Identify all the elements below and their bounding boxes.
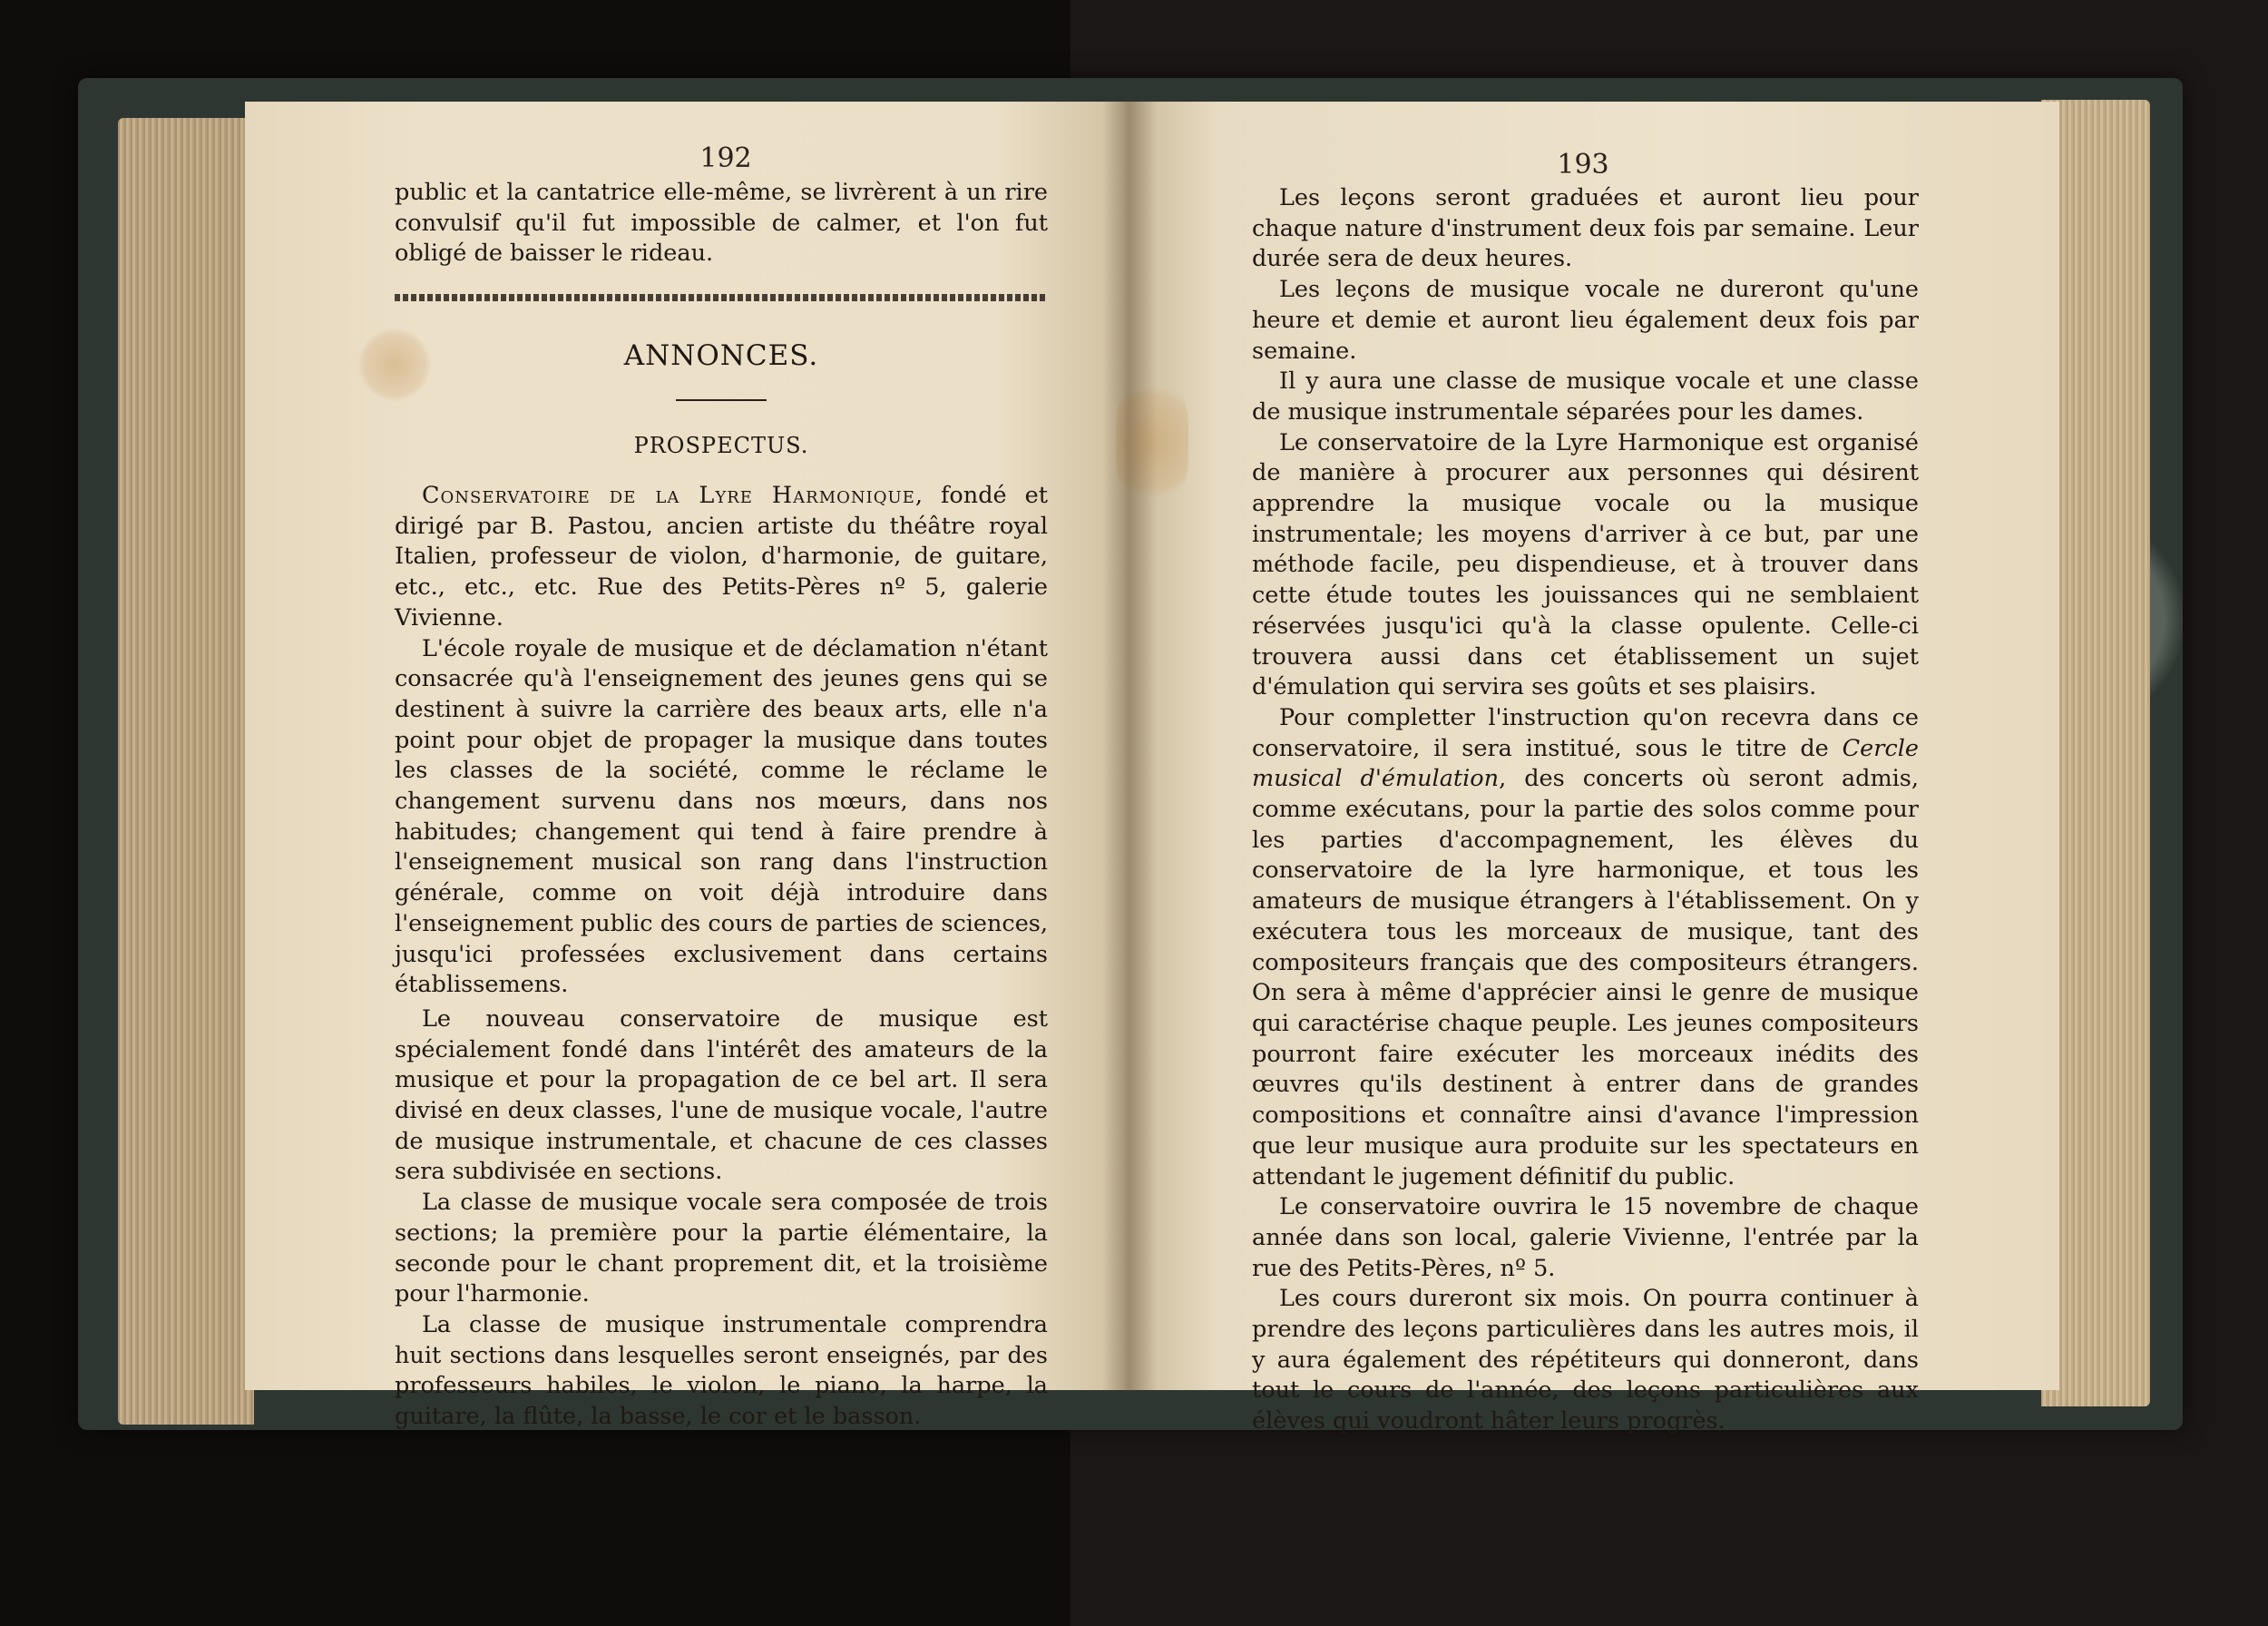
title-rule [676,399,767,401]
body-paragraph: Les leçons de musique vocale ne dureront qu'une heure et demie et auront lieu également deux fois par semaine. [1252,276,1919,365]
left-body [395,481,1048,1433]
body-paragraph: Les cours dureront six mois. On pourra continuer à prendre des leçons particulières dans les autres mois, il y aura également des répétiteurs qui donneront, dans tout le cours de l'année, des leçons particulières aux élèves qui voudront hâter leurs progrès. [1252,1285,1919,1435]
section-title: ANNONCES. [623,339,819,372]
body-paragraph: Les leçons seront graduées et auront lieu pour chaque nature d'instrument deux fois par semaine. Leur durée sera de deux heures. [1252,184,1919,273]
prospectus-intro [395,481,1048,634]
prospectus-lead: Conservatoire de la Lyre Harmonique [422,482,915,509]
page-number-left: 192 [699,142,752,174]
body-paragraph: La classe de musique instrumentale comprendra huit sections dans lesquelles seront enseignés, par des professeurs habiles, le violon, le piano, la harpe, la guitare, la flûte, la basse, le cor et le basson. [395,1310,1048,1431]
continuation-paragraph: public et la cantatrice elle-même, se livrèrent à un rire convulsif qu'il fut impossible de calmer, et l'on fut obligé de baisser le rideau. [395,179,1048,268]
body-paragraph: La classe de musique vocale sera composée de trois sections; la première pour la partie élémentaire, la seconde pour le chant proprement dit, et la troisième pour l'harmonie. [395,1189,1048,1308]
cercle-before: Pour completter l'instruction qu'on recevra dans ce conservatoire, il sera institué, sous le titre de [1252,703,1919,762]
book-gutter [1102,102,1157,1390]
continuation-text [395,178,1048,269]
right-page [1125,102,2059,1435]
prospectus-rest: , fondé et dirigé par B. Pastou, ancien artiste du théâtre royal Italien, professeur de violon, d'harmonie, de guitare, etc., etc., etc. Rue des Petits-Pères nº 5, galerie Vivienne. [395,482,1048,632]
page-number-right: 193 [1557,149,1609,181]
body-paragraph: L'école royale de musique et de déclamation n'étant consacrée qu'à l'enseignement des jeunes gens qui se destinent à suivre la carrière des beaux arts, elle n'a point pour objet de propager la musique dans toutes les classes de la société, comme le réclame le changement survenu dans nos mœurs, dans nos habitudes; changement qui tend à faire prendre à l'enseignement musical son rang dans l'instruction générale, comme on voit déjà introduire dans l'enseignement public des cours de parties de sciences, jusqu'ici professées exclusivement dans certains établissemens. [395,634,1048,999]
cercle-italic: Cercle musical d'émulation [1252,734,1919,793]
cercle-after: , des concerts où seront admis, comme exécutans, pour la partie des solos comme pour les parties d'accompagnement, les élèves du conservatoire de la lyre harmonique, et tous les amateurs de musique étrangers à l'établissement. On y exécutera tous les morceaux de musique, tant des compositeurs français que des compositeurs étrangers. On sera à même d'apprécier ainsi le genre de musique qui caractérise chaque peuple. Les jeunes compositeurs pourront faire exécuter les morceaux inédits des œuvres qu'ils destinent à entrer dans de grandes compositions et connaître ainsi d'avance l'impression que leur musique aura produite sur les spectateurs en attendant le jugement définitif du public. [1252,765,1919,1190]
right-body [1252,183,1919,1437]
prospectus-subtitle: PROSPECTUS. [633,433,809,458]
body-paragraph: Il y aura une classe de musique vocale et une classe de musique instrumentale séparées pour les dames. [1252,367,1919,426]
body-paragraph: Le nouveau conservatoire de musique est spécialement fondé dans l'intérêt des amateurs de la musique et pour la propagation de ce bel art. Il sera divisé en deux classes, l'une de musique vocale, l'autre de musique instrumentale, et chacune de ces classes sera subdivisée en sections. [395,1004,1048,1186]
body-paragraph: Le conservatoire de la Lyre Harmonique est organisé de manière à procurer aux personnes qui désirent apprendre la musique vocale ou la musique instrumentale; les moyens d'arriver à ce but, par une méthode facile, peu dispendieuse, et à trouver dans cette étude toutes les jouissances qui ne semblaient réservées jusqu'ici qu'à la classe opulente. Celle-ci trouvera aussi dans cet établissement un sujet d'émulation qui servira ses goûts et ses plaisirs. [1252,428,1919,701]
ornamental-divider [395,294,1048,301]
body-paragraph: Le conservatoire ouvrira le 15 novembre de chaque année dans son local, galerie Vivienne, l'entrée par la rue des Petits-Pères, nº 5. [1252,1193,1919,1282]
page-edges-left [118,118,254,1425]
cercle-paragraph [1252,703,1919,1192]
left-page [245,102,1129,1431]
